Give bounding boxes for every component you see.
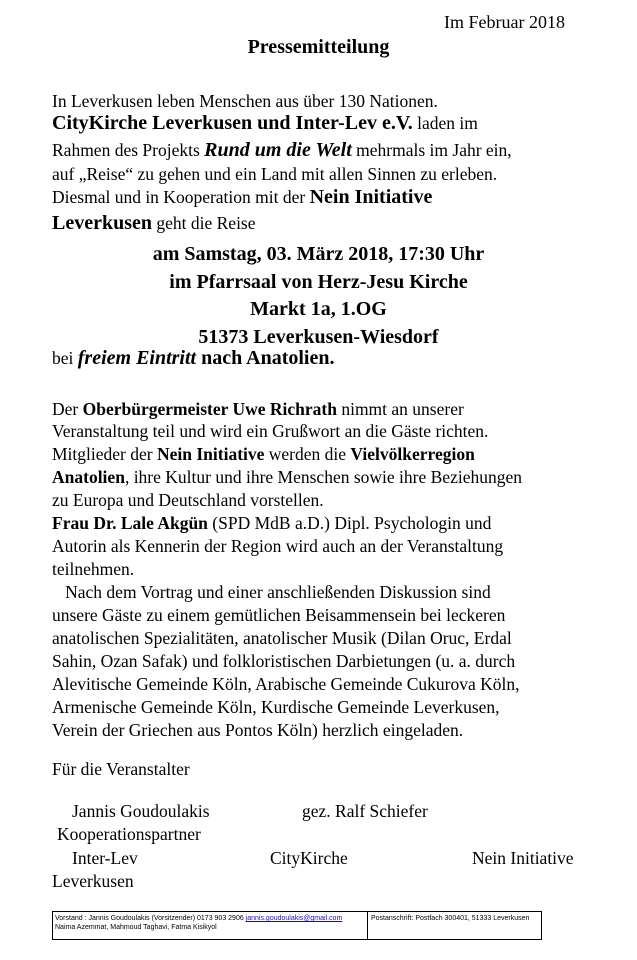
entry-text: bei	[52, 348, 78, 368]
intro-text: laden im	[412, 113, 478, 133]
event-date-time: am Samstag, 03. März 2018, 17:30 Uhr	[152, 243, 485, 265]
body-line: Autorin als Kennerin der Region wird auch an der Veranstaltung	[52, 536, 504, 556]
speaker-name: Frau Dr. Lale Akgün	[52, 513, 208, 533]
body-line	[52, 443, 475, 466]
region-name: Anatolien	[52, 467, 125, 487]
event-city: 51373 Leverkusen-Wiesdorf	[198, 326, 439, 348]
partner-interlev: Inter-Lev	[72, 848, 138, 868]
body-text: , ihre Kultur und ihre Menschen sowie ihre Beziehungen	[124, 467, 522, 487]
free-entry: freiem Eintritt	[77, 347, 197, 369]
body-line: Sahin, Ozan Safak) und folkloristischen Darbietungen (u. a. durch	[52, 651, 516, 671]
body-line: Armenische Gemeinde Köln, Kurdische Gemeinde Leverkusen,	[52, 697, 500, 717]
org-nein-initiative: Nein Initiative	[309, 186, 433, 208]
partner-nein-initiative: Nein Initiative	[472, 848, 574, 868]
org-interlev: Inter-Lev e.V.	[295, 112, 413, 134]
partner-interlev-city: Leverkusen	[52, 871, 134, 891]
email-link[interactable]: jannis.goudoulakis@gmail.com	[245, 915, 343, 922]
intro-line-2	[52, 112, 478, 135]
body-line: unsere Gäste zu einem gemütlichen Beisammensein bei leckeren	[52, 605, 506, 625]
body-line	[52, 512, 491, 535]
body-text: nimmt an unserer	[336, 399, 464, 419]
signature-role: Kooperationspartner	[57, 824, 201, 844]
conjunction: und	[252, 112, 296, 134]
intro-text: Diesmal und in Kooperation mit der	[52, 187, 310, 207]
footer-postal-address: Postanschrift: Postfach 300401, 51333 Leverkusen	[371, 915, 530, 922]
region-name: Vielvölkerregion	[350, 444, 475, 464]
intro-line-6	[52, 212, 256, 235]
event-address: Markt 1a, 1.OG	[250, 298, 387, 320]
page-title: Pressemitteilung	[247, 36, 390, 58]
destination: nach Anatolien.	[196, 347, 335, 369]
body-line: Veranstaltung teil und wird ein Grußwort an die Gäste richten.	[52, 421, 489, 441]
org-nein-initiative: Nein Initiative	[156, 444, 265, 464]
body-line	[52, 398, 464, 421]
body-text: Der	[52, 399, 83, 419]
footer-board-line-2: Naima Azemmat, Mahmoud Taghavi, Fatma Kisikyol	[55, 924, 217, 931]
intro-text: geht die Reise	[152, 213, 256, 233]
footer-board-text: Vorstand : Jannis Goudoulakis (Vorsitzender) 0173 903 2906	[55, 915, 246, 922]
body-line: zu Europa und Deutschland vorstellen.	[52, 490, 324, 510]
partner-citykirche: CityKirche	[270, 848, 348, 868]
mayor-name: Oberbürgermeister Uwe Richrath	[82, 399, 337, 419]
body-line: Nach dem Vortrag und einer anschließenden Diskussion sind	[52, 582, 491, 602]
org-citykirche: CityKirche Leverkusen	[52, 112, 253, 134]
signature-intro: Für die Veranstalter	[52, 759, 190, 779]
body-line: Verein der Griechen aus Pontos Köln) herzlich eingeladen.	[52, 720, 464, 740]
entry-line	[52, 347, 334, 370]
footer-board	[55, 914, 365, 932]
intro-line-1: In Leverkusen leben Menschen aus über 130 Nationen.	[52, 91, 438, 111]
body-line	[52, 466, 522, 489]
footer-board-line-1	[55, 914, 365, 923]
signatory-1: Jannis Goudoulakis	[72, 801, 210, 821]
event-venue: im Pfarrsaal von Herz-Jesu Kirche	[169, 271, 468, 293]
body-text: (SPD MdB a.D.) Dipl. Psychologin und	[207, 513, 492, 533]
intro-line-5	[52, 186, 432, 209]
body-text: werden die	[264, 444, 351, 464]
body-line: teilnehmen.	[52, 559, 135, 579]
intro-text: mehrmals im Jahr ein,	[351, 140, 512, 160]
body-line: anatolischen Spezialitäten, anatolischer Musik (Dilan Oruc, Erdal	[52, 628, 512, 648]
project-name: Rund um die Welt	[204, 139, 352, 161]
document-date: Im Februar 2018	[444, 12, 565, 32]
intro-line-3	[52, 139, 512, 162]
body-text: Mitglieder der	[52, 444, 157, 464]
body-line: Alevitische Gemeinde Köln, Arabische Gemeinde Cukurova Köln,	[52, 674, 520, 694]
signatory-2: gez. Ralf Schiefer	[302, 801, 428, 821]
org-nein-initiative-city: Leverkusen	[52, 212, 152, 234]
intro-text: Rahmen des Projekts	[52, 140, 205, 160]
intro-line-4: auf „Reise“ zu gehen und ein Land mit allen Sinnen zu erleben.	[52, 164, 498, 184]
footer-box	[52, 911, 542, 940]
footer-divider	[367, 912, 368, 939]
